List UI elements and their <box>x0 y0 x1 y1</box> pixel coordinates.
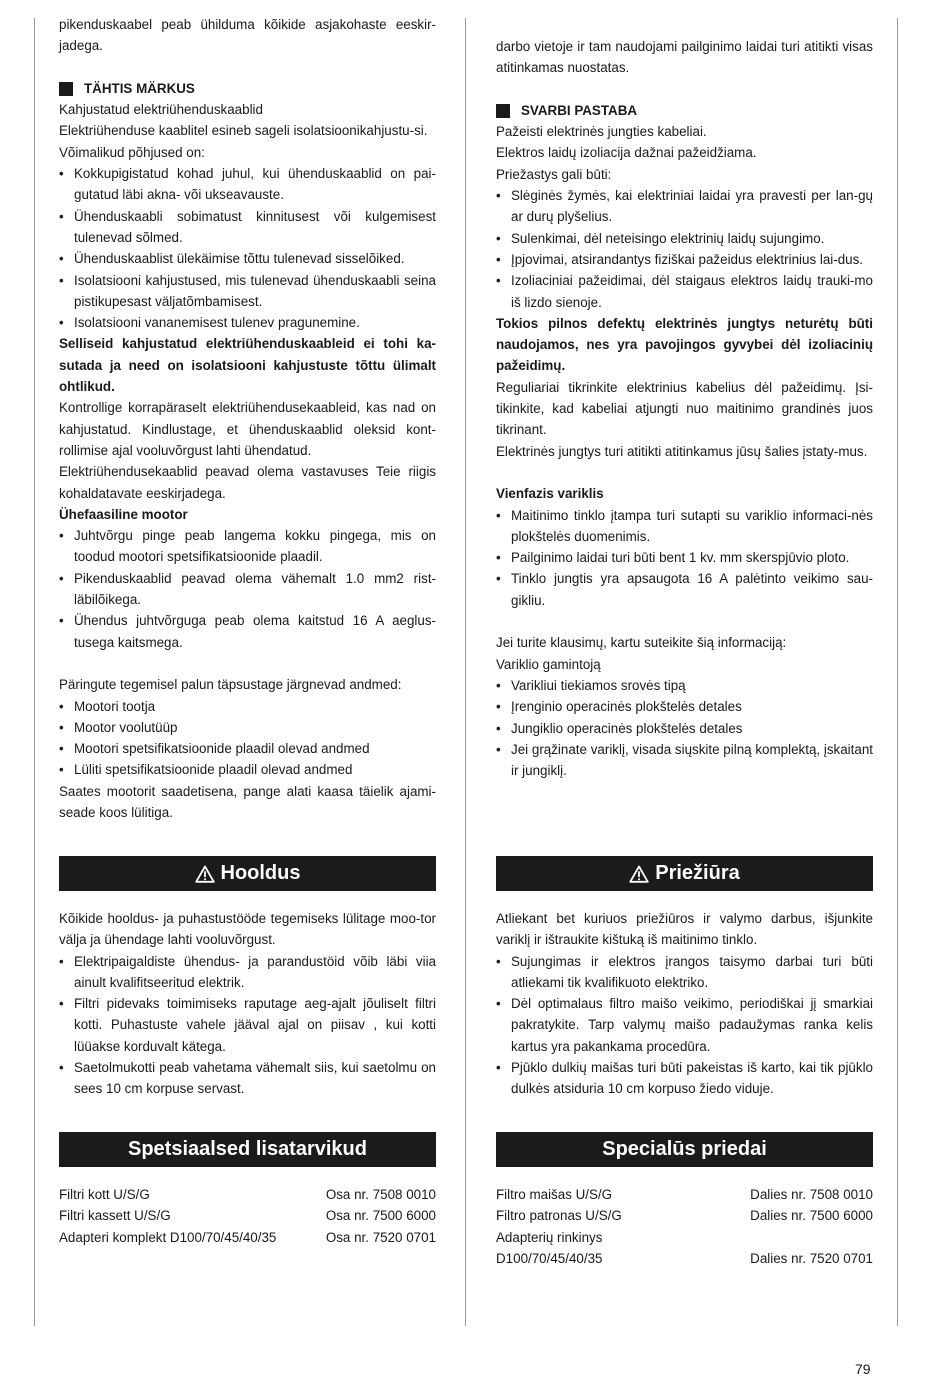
left-maintenance-section <box>59 908 436 1100</box>
right-maintenance-title: Priežiūra <box>655 862 740 884</box>
list-item: • Elektripaigaldiste ühendus- ja parandustöid võib läbi viia ainult kvalifitseeritud elektrik. <box>59 951 436 994</box>
right-motor-list <box>496 505 873 611</box>
accessory-number: Osa nr. 7500 6000 <box>325 1208 436 1224</box>
list-item: • Įrenginio operacinės plokštelės detales <box>496 696 873 717</box>
left-inquiry-note: Saates mootorit saadetisena, pange alati kaasa täielik ajami-seade koos lülitiga. <box>59 783 436 820</box>
list-item: • Pailginimo laidai turi būti bent 1 kv. mm skerspjūvio ploto. <box>496 547 873 568</box>
accessory-name: Filtro patronas U/S/G <box>496 1208 622 1224</box>
list-item: • Isolatsiooni kahjustused, mis tulenevad ühenduskaabli seina pistikupesast väljatõmbamisest. <box>59 270 436 313</box>
list-item: • Slėginės žymės, kai elektriniai laidai yra pravesti per lan-gų ar durų plyšelius. <box>496 185 873 228</box>
list-item: • Jei grąžinate variklį, visada siųskite pilną komplektą, įskaitant ir jungiklį. <box>496 739 873 782</box>
table-row <box>59 1227 436 1248</box>
left-column <box>59 14 436 823</box>
left-motor-title: Ühefaasiline mootor <box>59 506 188 522</box>
table-row <box>496 1248 873 1269</box>
right-note-sub2: Elektros laidų izoliacija dažnai pažeidžiama. <box>496 145 757 161</box>
right-inquiry-sub: Variklio gamintoją <box>496 656 601 672</box>
left-maintenance-banner <box>59 856 436 891</box>
list-item: • Lüliti spetsifikatsioonide plaadil olevad andmed <box>59 759 436 780</box>
right-intro: darbo vietoje ir tam naudojami pailginimo laidai turi atitikti visas atitinkamas nuostatas. <box>496 39 873 76</box>
accessory-name: D100/70/45/40/35 <box>496 1250 603 1266</box>
center-rule <box>465 18 466 1326</box>
list-item: • Ühendus juhtvõrguga peab olema kaitstud 16 A aeglus-tusega kaitsmega. <box>59 610 436 653</box>
list-item: • Mootor voolutüüp <box>59 717 436 738</box>
left-causes-list <box>59 163 436 333</box>
accessory-number: Osa nr. 7520 0701 <box>325 1229 436 1245</box>
list-item: • Sujungimas ir elektros įrangos taisymo darbai turi būti atliekami tik kvalifikuoto elektriko. <box>496 951 873 994</box>
right-motor-title: Vienfazis variklis <box>496 486 604 502</box>
left-intro: pikenduskaabel peab ühilduma kõikide asjakohaste eeskir-jadega. <box>59 17 436 54</box>
list-item: • Mootori tootja <box>59 696 436 717</box>
left-motor-list <box>59 525 436 653</box>
right-maint-intro: Atliekant bet kuriuos priežiūros ir valymo darbus, išjunkite variklį ir ištraukite kištuką iš maitinimo tinklo. <box>496 911 873 948</box>
square-bullet-icon <box>496 104 510 118</box>
list-item: • Įpjovimai, atsirandantys fiziškai pažeidus elektrinius lai-dus. <box>496 249 873 270</box>
table-row <box>496 1227 873 1248</box>
right-accessories-banner <box>496 1132 873 1167</box>
list-item: • Mootori spetsifikatsioonide plaadil olevad andmed <box>59 738 436 759</box>
list-item: • Ühenduskaablist ülekäimise tõttu tulenevad sisselõiked. <box>59 248 436 269</box>
left-regs-text: Elektriühendusekaablid peavad olema vastavuses Teie riigis kohaldatavate eeskirjadega. <box>59 464 436 501</box>
warning-icon <box>629 865 649 883</box>
accessory-name: Adapterių rinkinys <box>496 1229 603 1245</box>
left-note-sub1: Kahjustatud elektriühenduskaablid <box>59 102 263 118</box>
right-inquiry-list <box>496 675 873 781</box>
list-item: • Sulenkimai, dėl neteisingo elektrinių laidų sujungimo. <box>496 228 873 249</box>
warning-icon <box>195 865 215 883</box>
right-maintenance-banner <box>496 856 873 891</box>
accessory-number: Dalies nr. 7520 0701 <box>750 1250 873 1266</box>
right-accessories-title: Specialūs priedai <box>602 1138 767 1160</box>
right-accessories-list <box>496 1184 873 1269</box>
table-row <box>496 1184 873 1205</box>
list-item: • Jungiklio operacinės plokštelės detales <box>496 718 873 739</box>
accessory-name: Adapteri komplekt D100/70/45/40/35 <box>59 1229 277 1245</box>
left-note-title: TÄHTIS MÄRKUS <box>84 80 195 96</box>
left-accessories-list <box>59 1184 436 1248</box>
left-accessories-banner <box>59 1132 436 1167</box>
left-warning-bold: Selliseid kahjustatud elektriühenduskaableid ei tohi ka-sutada ja need on isolatsiooni kahjustuste tõttu ülimalt ohtlikud. <box>59 336 436 395</box>
accessory-number: Osa nr. 7508 0010 <box>325 1187 436 1202</box>
page-number: 79 <box>855 1361 871 1377</box>
right-warning-bold: Tokios pilnos defektų elektrinės jungtys neturėtų būti naudojamos, nes yra pavojingos gyvybei dėl izoliacinių pažeidimų. <box>496 315 873 374</box>
table-row <box>496 1205 873 1226</box>
list-item: • Pikenduskaablid peavad olema vähemalt 1.0 mm2 rist-läbilõikega. <box>59 568 436 611</box>
accessory-number: Dalies nr. 7508 0010 <box>750 1187 873 1202</box>
right-regs-text: Elektrinės jungtys turi atitikti atitinkamus jūsų šalies įstaty-mus. <box>496 443 868 459</box>
left-maint-intro: Kõikide hooldus- ja puhastustööde tegemiseks lülitage moo-tor välja ja ühendage lahti vooluvõrgust. <box>59 911 436 948</box>
left-note-heading <box>59 78 436 99</box>
list-item: • Saetolmukotti peab vahetama vähemalt siis, kui saetolmu on sees 10 cm korpuse servast. <box>59 1057 436 1100</box>
accessory-number: Dalies nr. 7500 6000 <box>750 1208 873 1224</box>
left-inquiry-intro: Päringute tegemisel palun täpsustage järgnevad andmed: <box>59 677 402 693</box>
left-causes-intro: Võimalikud põhjused on: <box>59 144 205 160</box>
right-check-text: Reguliariai tikrinkite elektrinius kabelius dėl pažeidimų. Įsi-tikinkite, kad kabeliai atjungti nuo maitinimo grandinės juos tikrinant. <box>496 379 873 438</box>
right-maint-list <box>496 951 873 1100</box>
list-item: • Filtri pidevaks toimimiseks raputage aeg-ajalt jõuliselt filtri kotti. Puhastuste vahele jääval ajal on piisav , kui kotti lüüakse korduvalt kätega. <box>59 993 436 1057</box>
right-causes-list <box>496 185 873 313</box>
list-item: • Isolatsiooni vananemisest tulenev pragunemine. <box>59 312 436 333</box>
right-causes-intro: Priežastys gali būti: <box>496 166 612 182</box>
list-item: • Dėl optimalaus filtro maišo veikimo, periodiškai jį smarkiai pakratykite. Tarp valymų maišo padaužymas ranka kelis kartus yra pakankama procedūra. <box>496 993 873 1057</box>
list-item: • Juhtvõrgu pinge peab langema kokku pingega, mis on toodud mootori spetsifikatsioonide plaadil. <box>59 525 436 568</box>
accessory-name: Filtro maišas U/S/G <box>496 1187 613 1202</box>
list-item: • Pjūklo dulkių maišas turi būti pakeistas iš karto, kai tik pjūklo dulkės atsiduria 10 cm korpuso žiedo viduje. <box>496 1057 873 1100</box>
accessory-name: Filtri kassett U/S/G <box>59 1208 171 1224</box>
right-note-sub1: Pažeisti elektrinės jungties kabeliai. <box>496 124 707 140</box>
list-item: • Izoliaciniai pažeidimai, dėl staigaus elektros laidų trauki-mo iš lizdo sienoje. <box>496 270 873 313</box>
right-maintenance-section <box>496 908 873 1100</box>
right-inquiry-intro: Jei turite klausimų, kartu suteikite šią informaciją: <box>496 635 787 651</box>
left-accessories-title: Spetsiaalsed lisatarvikud <box>127 1138 367 1160</box>
left-check-text: Kontrollige korrapäraselt elektriühendusekaableid, kas nad on kahjustatud. Kindlustage, et ühenduskaablid oleksid kont-rollimise ajal vooluvõrgust lahti ühendatud. <box>59 400 436 458</box>
right-column <box>496 36 873 781</box>
right-note-heading <box>496 100 873 121</box>
list-item: • Tinklo jungtis yra apsaugota 16 A palėtinto veikimo sau-gikliu. <box>496 568 873 611</box>
square-bullet-icon <box>59 82 73 96</box>
list-item: • Varikliui tiekiamos srovės tipą <box>496 675 873 696</box>
left-margin-rule <box>34 18 35 1326</box>
right-margin-rule <box>897 18 898 1326</box>
list-item: • Ühenduskaabli sobimatust kinnitusest või kulgemisest tulenevad sõlmed. <box>59 206 436 249</box>
list-item: • Kokkupigistatud kohad juhul, kui ühenduskaablid on pai-gutatud läbi akna- või ukseavauste. <box>59 163 436 206</box>
left-inquiry-list <box>59 696 436 781</box>
right-note-title: SVARBI PASTABA <box>521 102 638 118</box>
list-item: • Maitinimo tinklo įtampa turi sutapti su variklio informaci-nės plokštelės duomenimis. <box>496 505 873 548</box>
accessory-name: Filtri kott U/S/G <box>59 1187 150 1202</box>
left-maint-list <box>59 951 436 1100</box>
left-maintenance-title: Hooldus <box>220 862 301 884</box>
table-row <box>59 1205 436 1226</box>
table-row <box>59 1184 436 1205</box>
left-note-sub2: Elektriühenduse kaablitel esineb sageli isolatsioonikahjustu-si. <box>59 123 428 139</box>
